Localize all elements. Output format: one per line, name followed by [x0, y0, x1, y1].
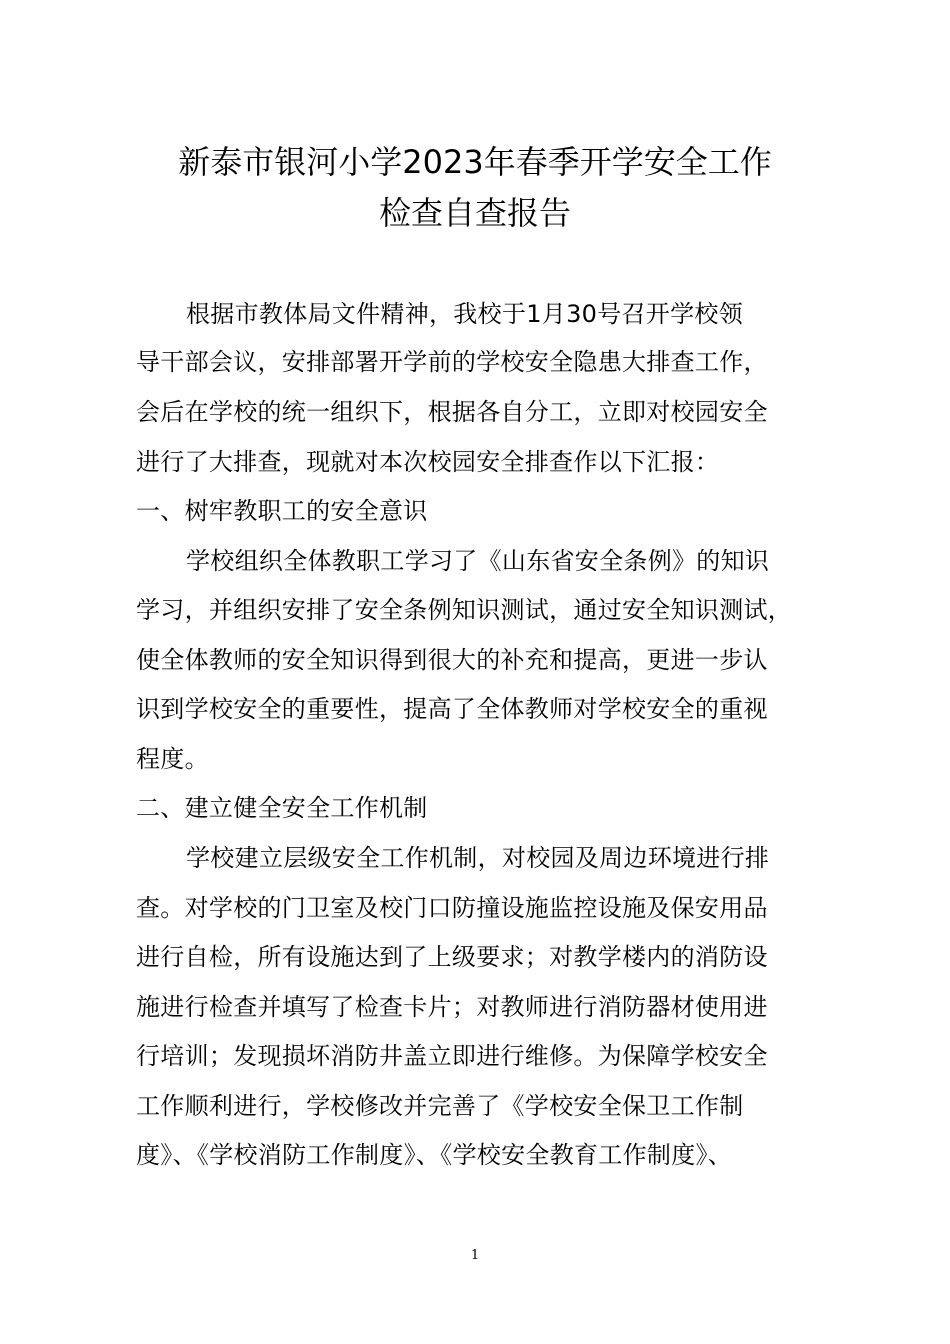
section-heading-2: 二、建立健全安全工作机制 [136, 794, 428, 822]
body-line: 学习，并组织安排了安全条例知识测试，通过安全知识测试， [136, 596, 793, 624]
body-line: 程度。 [136, 745, 209, 773]
body-line: 行培训；发现损坏消防井盖立即进行维修。为保障学校安全 [136, 1042, 768, 1070]
body-line: 导干部会议，安排部署开学前的学校安全隐患大排查工作， [136, 348, 768, 376]
page-number: 1 [470, 1248, 480, 1263]
body-line: 进行自检，所有设施达到了上级要求；对教学楼内的消防设 [136, 943, 768, 971]
body-line: 学校组织全体教职工学习了《山东省安全条例》的知识 [186, 547, 770, 575]
body-line: 根据市教体局文件精神，我校于1月30号召开学校领 [186, 300, 744, 328]
document-title-line-1: 新泰市银河小学2023年春季开学安全工作 [178, 143, 772, 181]
body-line: 施进行检查并填写了检查卡片；对教师进行消防器材使用进 [136, 993, 768, 1021]
body-line: 识到学校安全的重要性，提高了全体教师对学校安全的重视 [136, 695, 768, 723]
body-line: 使全体教师的安全知识得到很大的补充和提高，更进一步认 [136, 646, 768, 674]
section-heading-1: 一、树牢教职工的安全意识 [136, 497, 428, 525]
body-line: 度》、《学校消防工作制度》、《学校安全教育工作制度》、 [136, 1141, 733, 1169]
body-line: 学校建立层级安全工作机制，对校园及周边环境进行排 [186, 844, 770, 872]
body-line: 会后在学校的统一组织下，根据各自分工，立即对校园安全 [136, 398, 768, 426]
body-line: 工作顺利进行，学校修改并完善了《学校安全保卫工作制 [136, 1092, 744, 1120]
body-line: 进行了大排查，现就对本次校园安全排查作以下汇报： [136, 448, 720, 476]
body-line: 查。对学校的门卫室及校门口防撞设施监控设施及保安用品 [136, 894, 768, 922]
document-title-line-2: 检查自查报告 [378, 194, 571, 232]
